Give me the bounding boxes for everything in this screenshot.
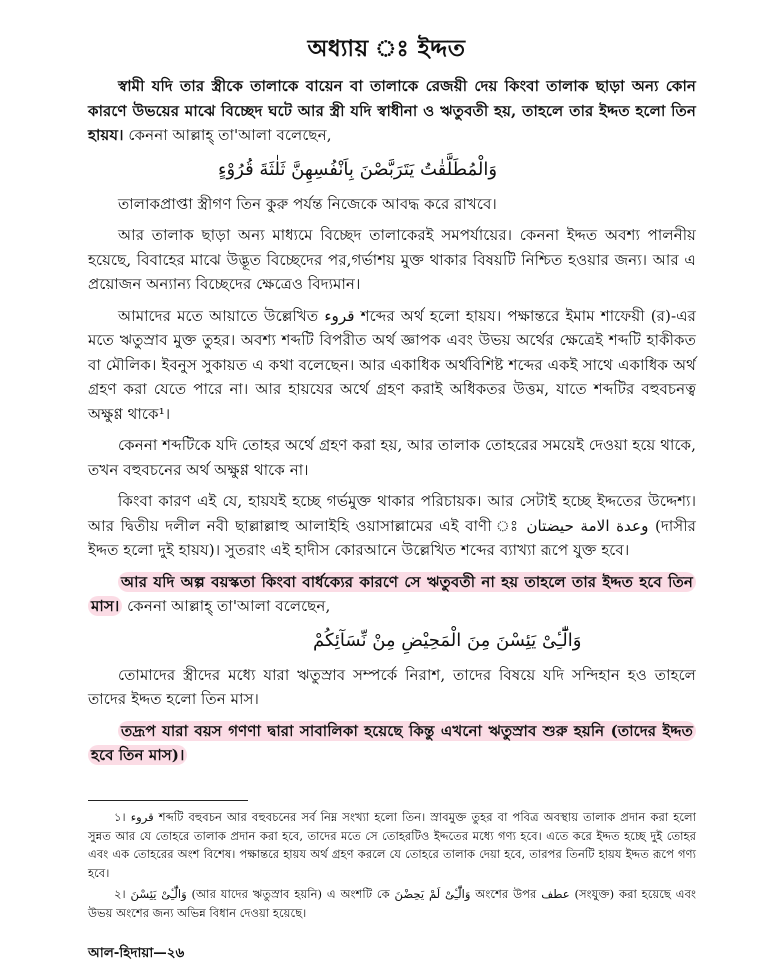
main-text xyxy=(88,74,696,775)
footnote-divider xyxy=(88,800,248,801)
highlighted-text-1: আর যদি অল্প বয়স্কতা কিংবা বার্ধক্যের কারণে সে ঋতুবতী না হয় তাহলে তার ইদ্দত হবে তিন মাস। xyxy=(88,572,696,617)
paragraph-3: আর তালাক ছাড়া অন্য মাধ্যমে বিচ্ছেদ তালাকেরই সমপর্যায়ের। কেননা ইদ্দত অবশ্য পালনীয় হয়েছে, বিবাহের মাঝে উদ্ভূত বিচ্ছেদের পর,গর্ভাশয় মুক্ত থাকার বিষয়টি নিশ্চিত হওয়ার জন্য। আর এ প্রয়োজন অন্যান্য বিচ্ছেদের ক্ষেত্রেও বিদ্যমান। xyxy=(88,226,696,293)
quru-word: قروء xyxy=(324,306,355,325)
paragraph-6: কিংবা কারণ এই যে, হায়যই হচ্ছে গর্ভমুক্ত থাকার পরিচায়ক। আর সেটাই হচ্ছে ইদ্দতের উদ্দেশ্য। আর দ্বিতীয় দলীল নবী ছাল্লাল্লাহু আলাইহি ওয়াসাল্লামের এই বাণী ঃ وعدة الامة حيضتان (দাসীর ইদ্দত হলো দুই হায়য)। সুতরাং এই হাদীস কোরআনে উল্লেখিত শব্দের ব্যাখ্যা রূপে যুক্ত হবে। xyxy=(88,492,696,559)
paragraph-7 xyxy=(88,570,696,619)
paragraph-8: তোমাদের স্ত্রীদের মধ্যে যারা ঋতুস্রাব সম্পর্কে নিরাশ, তাদের বিষয়ে যদি সন্দিহান হও তাহলে তাদের ইদ্দত হলো তিন মাস। xyxy=(88,665,696,708)
paragraph-1 xyxy=(88,74,696,148)
page-footer: আল-হিদায়া—২৬ xyxy=(88,945,185,961)
paragraph-1-lead: স্বামী যদি তার স্ত্রীকে তালাকে বায়েন বা তালাকে রেজয়ী দেয় কিংবা তালাক ছাড়া অন্য কোন কারণে উভয়ের মাঝে বিচ্ছেদ ঘটে আর স্ত্রী যদি স্বাধীনা ও ঋতুবতী হয়, তাহলে তার ইদ্দত হলো তিন হায়য। xyxy=(88,77,696,144)
paragraph-1-tail: কেননা আল্লাহ্ তা'আলা বলেছেন, xyxy=(123,126,332,144)
chapter-title: অধ্যায় ঃ ইদ্দত xyxy=(307,35,466,62)
paragraph-7-tail: কেননা আল্লাহ্ তা'আলা বলেছেন, xyxy=(122,597,331,615)
highlighted-text-2: তদ্রূপ যারা বয়স গণণা দ্বারা সাবালিকা হয়েছে কিন্তু এখনো ঋতুস্রাব শুরু হয়নি (তাদের ইদ্দত হবে তিন মাস)। xyxy=(88,721,696,766)
hadith-arabic: وعدة الامة حيضتان xyxy=(526,516,649,535)
paragraph-4: আমাদের মতে আয়াতে উল্লেখিত قروء শব্দের অর্থ হলো হায়য। পক্ষান্তরে ইমাম শাফেয়ী (র)-এর মতে ঋতুস্রাব মুক্ত তুহর। অবশ্য শব্দটি বিপরীত অর্থ জ্ঞাপক এবং উভয় অর্থের ক্ষেত্রেই শব্দটি হাকীকত বা মৌলিক। ইবনুস সুকায়ত এ কথা বলেছেন। আর একাধিক অর্থবিশিষ্ট শব্দের একই সাথে একাধিক অর্থ গ্রহণ করা যেতে পারে না। আর হায়যের অর্থে গ্রহণ করাই অধিকতর উত্তম, যাতে শব্দটির বহুবচনত্ব অক্ষুণ্ণ থাকে¹। xyxy=(88,306,696,423)
quran-verse-2: وَالّٰٓـِٔىْ يَئِسْنَ مِنَ الْمَحِيْضِ مِنْ نِّسَآئِكُمْ xyxy=(313,629,582,651)
quran-verse-1: وَالْمُطَلَّقٰتُ يَتَرَبَّصْنَ بِاَنْفُسِهِنَّ ثَلٰثَةَ قُرُوْءٍ xyxy=(218,158,498,180)
footnote-1: ১। قروء শব্দটি বহুবচন আর বহুবচনের সর্ব নিম্ন সংখ্যা হলো তিন। স্রাবমুক্ত তুহর বা পবিত্র অবস্থায় তালাক প্রদান করা হলো সুন্নত আর যে তোহরে তালাক প্রদান করা হবে, তাদের মতে সে তোহরটিও ইদ্দতের মধ্যে গণ্য হবে। এতে করে ইদ্দত হচ্ছে দুই তোহর এবং এক তোহরের অংশ বিশেষ। পক্ষান্তরে হায়য অর্থ গ্রহণ করলে যে তোহরে তালাক দেয়া হবে, তারপর তিনটি হায়য ইদ্দত রূপে গণ্য হবে। xyxy=(88,810,697,880)
paragraph-2: তালাকপ্রাপ্তা স্ত্রীগণ তিন কুরু পর্যন্ত নিজেকে আবদ্ধ করে রাখবে। xyxy=(118,194,497,213)
paragraph-9 xyxy=(88,719,696,768)
footnote-2: ২। وَالّٰٓـِٔىْ يَئِسْنَ (আর যাদের ঋতুস্রাব হয়নি) এ অংশটি কে وَالّٰٓـِٔىْ لَمْ يَحِضْنَ অংশের উপর عطف (সংযুক্ত) করা হয়েছে এবং উভয় অংশের জন্য অভিন্ন বিধান দেওয়া হয়েছে। xyxy=(88,887,697,920)
footnotes xyxy=(88,808,696,925)
paragraph-5: কেননা শব্দটিকে যদি তোহর অর্থে গ্রহণ করা হয়, আর তালাক তোহরের সময়েই দেওয়া হয়ে থাকে, তখন বহুবচনের অর্থ অক্ষুণ্ণ থাকে না। xyxy=(88,436,696,479)
